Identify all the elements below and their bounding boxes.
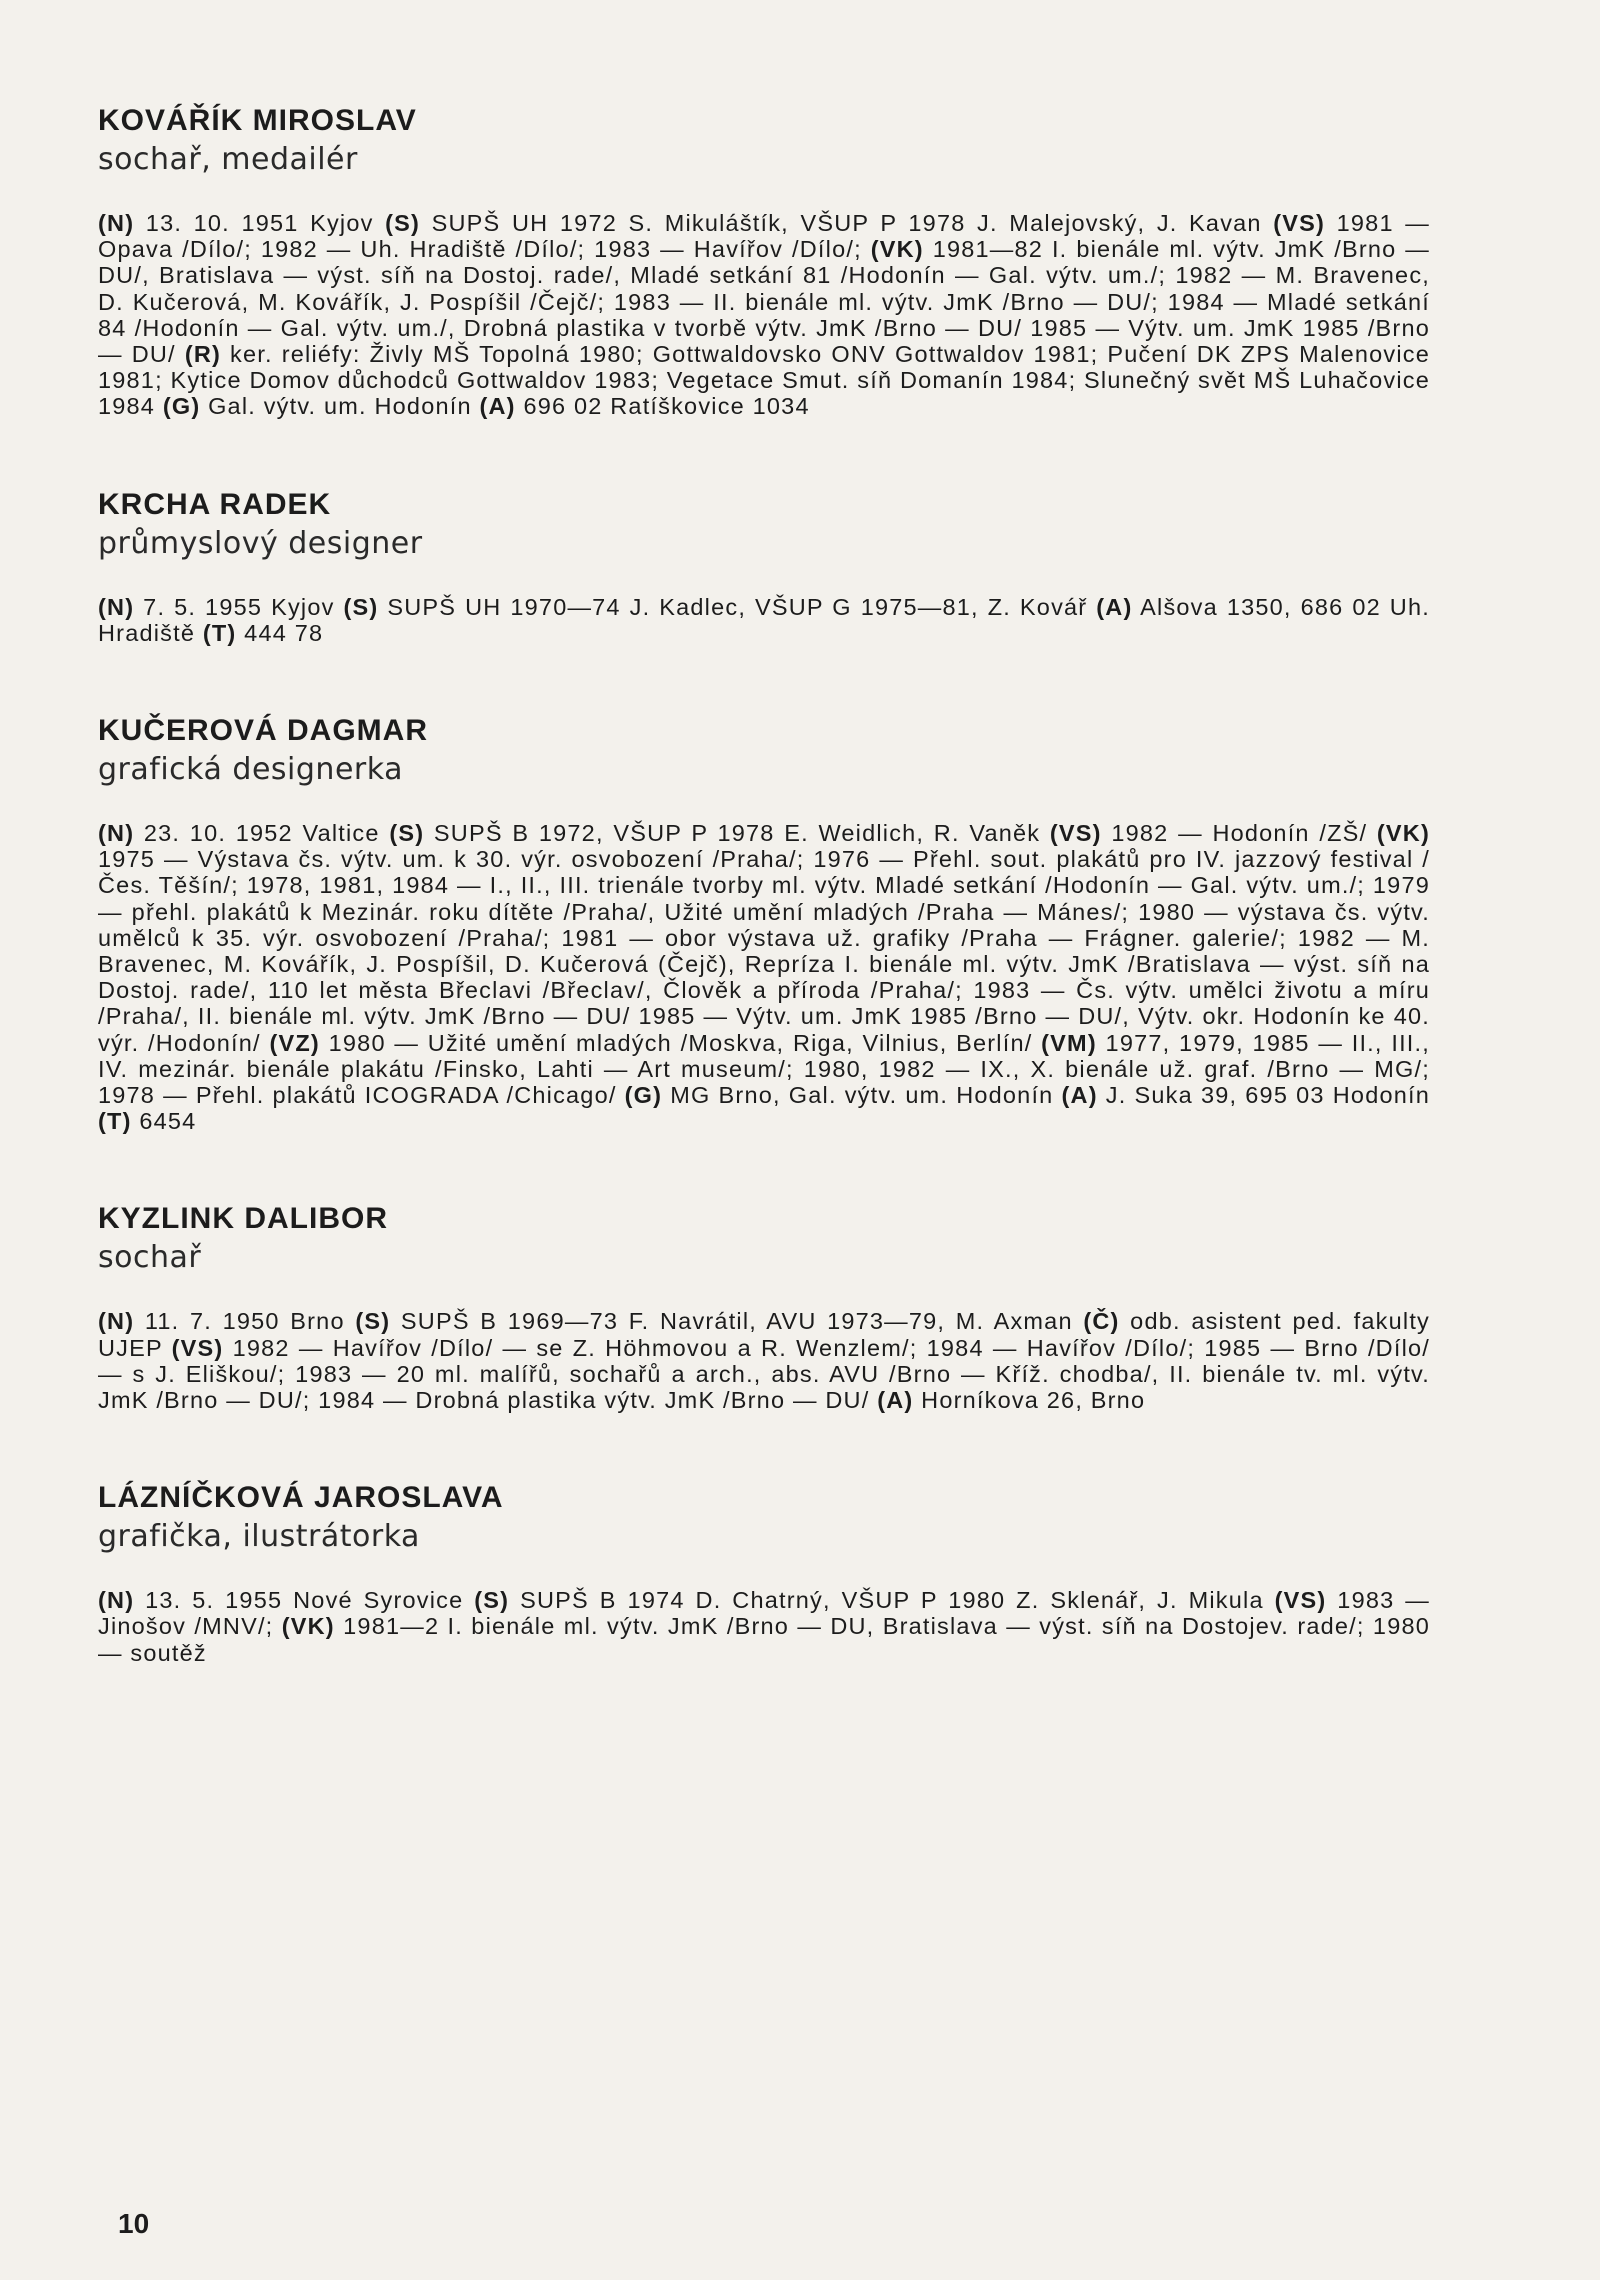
segment-text: 1982 — Havířov /Dílo/ — se Z. Höhmovou a R. Wenzlem/; 1984 — Havířov /Dílo/; 1985 — Brno /Dílo/ — s J. Eliškou/; 1983 — 20 ml. malířů, sochařů a arch., abs. AVU /Brno — Kříž. chodba/, II. bienále tv. ml. výtv. JmK /Brno — DU/; 1984 — Drobná plastika výtv. JmK /Brno — DU/ [98,1334,1430,1414]
entry-krcha [98,486,1430,646]
tag-born: (N) [98,210,135,236]
segment-text: 6454 [131,1108,197,1135]
tag-born: (N) [98,1587,135,1614]
segment-text: 1981—2 I. bienále ml. výtv. JmK /Brno — DU, Bratislava — výst. síň na Dostojev. rade/; 1980 — soutěž [98,1613,1431,1666]
entry-kyzlink [98,1200,1430,1413]
tag-group-exhibitions: (VK) [870,236,924,263]
tag-galleries: (G) [624,1082,663,1109]
segment-text: 13. 5. 1955 Nové Syrovice [134,1587,475,1614]
segment-text: odb. asistent ped. fakulty UJEP [98,1308,1430,1361]
tag-telephone: (T) [98,1108,132,1135]
segment-text: 11. 7. 1950 Brno [134,1308,356,1335]
entry-name: KRCHA RADEK [98,487,332,521]
tag-solo-exhibitions: (VS) [1273,210,1326,236]
segment-text: 23. 10. 1952 Valtice [134,820,390,847]
segment-text: Gal. výtv. um. Hodonín [200,393,480,420]
entry-name: KUČEROVÁ DAGMAR [98,714,428,748]
tag-school: (S) [343,593,379,620]
tag-school: (S) [389,820,425,847]
segment-text: 13. 10. 1951 Kyjov [134,210,386,236]
segment-text: J. Suka 39, 695 03 Hodonín [1097,1082,1430,1109]
tag-address: (A) [1096,593,1133,620]
segment-text: 1977, 1979, 1985 — II., III., IV. mezinár. bienále plakátu /Finsko, Lahti — Art museum/; 1980, 1982 — IX., X. bienále už. graf. /Brno — MG/; 1978 — Přehl. plakátů ICOGRADA /Chicago/ [98,1029,1430,1109]
segment-text: 1981—82 I. bienále ml. výtv. JmK /Brno — DU/, Bratislava — výst. síň na Dostoj. rade/, Mladé setkání 81 /Hodonín — Gal. výtv. um./; 1982 — M. Bravenec, D. Kučerová, M. Kovářík, J. Pospíšil /Čejč/; 1983 — II. bienále ml. výtv. JmK /Brno — DU/; 1984 — Mladé setkání 84 /Hodonín — Gal. výtv. um./, Drobná plastika v tvorbě výtv. JmK /Brno — DU/ 1985 — Výtv. um. JmK 1985 /Brno — DU/ [98,236,1430,368]
entry-laznickova [98,1479,1430,1666]
tag-telephone: (T) [202,619,237,646]
tag-solo-exhibitions: (VS) [1049,820,1102,847]
entry-name: KYZLINK DALIBOR [98,1202,388,1236]
entry-role: sochař, medailér [98,142,358,177]
tag-international-exhibitions: (VM) [1041,1029,1097,1056]
entry-body [98,820,1430,1134]
segment-text: SUPŠ UH 1970—74 J. Kadlec, VŠUP G 1975—81, Z. Kovář [378,593,1097,620]
tag-solo-exhibitions: (VS) [171,1334,224,1361]
segment-text: ker. reliéfy: Živly MŠ Topolná 1980; Gottwaldovsko ONV Gottwaldov 1981; Pučení DK ZPS Malenovice 1981; Kytice Domov důchodců Gottwaldov 1983; Vegetace Smut. síň Domanín 1984; Slunečný svět MŠ Luhačovice 1984 [98,341,1430,420]
segment-text: 1981 — Opava /Dílo/; 1982 — Uh. Hradiště /Dílo/; 1983 — Havířov /Dílo/; [98,210,1430,263]
tag-group-exhibitions: (VK) [1376,820,1431,847]
tag-galleries: (G) [162,393,201,420]
tag-born: (N) [98,593,135,620]
segment-text: 7. 5. 1955 Kyjov [134,593,344,620]
tag-school: (S) [474,1587,510,1614]
segment-text: 696 02 Ratíškovice 1034 [515,393,810,420]
tag-born: (N) [98,1308,135,1335]
tag-address: (A) [1061,1082,1098,1109]
segment-text: 1982 — Hodonín /ZŠ/ [1101,820,1377,847]
segment-text: 1975 — Výstava čs. výtv. um. k 30. výr. osvobození /Praha/; 1976 — Přehl. sout. plakátů pro IV. jazzový festival /Čes. Těšín/; 1978, 1981, 1984 — I., II., III. trienále tvorby ml. výtv. Mladé setkání /Hodonín — Gal. výtv. um./; 1979 — přehl. plakátů k Mezinár. roku dítěte /Praha/, Užité umění mladých /Praha — Mánes/; 1980 — výstava čs. výtv. umělců k 35. výr. osvobození /Praha/; 1981 — obor výstava už. grafiky /Praha — Frágner. galerie/; 1982 — M. Bravenec, M. Kovářík, J. Pospíšil, D. Kučerová (Čejč), Repríza I. bienále ml. výtv. JmK /Bratislava — výst. síň na Dostoj. rade/, 110 let města Břeclavi /Břeclav/, Člověk a příroda /Praha/; 1983 — Čs. výtv. umělci životu a míru /Praha/, II. bienále ml. výtv. JmK /Brno — DU/ 1985 — Výtv. um. JmK 1985 /Brno — DU/, Výtv. okr. Hodonín ke 40. výr. /Hodonín/ [98,846,1430,1056]
entry-role: průmyslový designer [98,525,423,561]
tag-group-exhibitions: (VK) [281,1613,335,1640]
tag-realizations: (R) [184,341,222,368]
segment-text: MG Brno, Gal. výtv. um. Hodonín [662,1082,1062,1109]
segment-text: SUPŠ B 1972, VŠUP P 1978 E. Weidlich, R. Vaněk [424,820,1050,847]
page-number: 10 [118,2208,150,2239]
tag-solo-exhibitions: (VS) [1274,1587,1327,1614]
entry-body [98,210,1430,420]
tag-occupation: (Č) [1083,1308,1120,1335]
entry-body [98,1308,1430,1413]
tag-foreign-exhibitions: (VZ) [269,1029,320,1056]
segment-text: SUPŠ UH 1972 S. Mikuláštík, VŠUP P 1978 J. Malejovský, J. Kavan [420,210,1274,236]
segment-text: 1983 — Jinošov /MNV/; [98,1587,1430,1640]
segment-text: Alšova 1350, 686 02 Uh. Hradiště [98,593,1430,646]
segment-text: SUPŠ B 1974 D. Chatrný, VŠUP P 1980 Z. Sklenář, J. Mikula [509,1587,1275,1614]
tag-born: (N) [98,820,135,847]
tag-address: (A) [877,1387,914,1414]
entry-body [98,1587,1430,1666]
entry-body [98,594,1430,646]
tag-school: (S) [355,1308,391,1335]
tag-school: (S) [385,210,421,236]
segment-text: 1980 — Užité umění mladých /Moskva, Riga, Vilnius, Berlín/ [319,1029,1042,1056]
tag-address: (A) [479,393,516,420]
entry-kovarik [98,102,1430,420]
segment-text: 444 78 [236,619,324,646]
segment-text: Horníkova 26, Brno [913,1387,1146,1414]
entry-kucerova [98,712,1430,1134]
entry-name: KOVÁŘÍK MIROSLAV [98,104,417,137]
entry-role: sochař [98,1240,202,1276]
entry-role: grafička, ilustrátorka [98,1519,420,1555]
segment-text: SUPŠ B 1969—73 F. Navrátil, AVU 1973—79, M. Axman [390,1308,1084,1335]
entry-role: grafická designerka [98,752,403,788]
entry-name: LÁZNÍČKOVÁ JAROSLAVA [98,1481,504,1515]
